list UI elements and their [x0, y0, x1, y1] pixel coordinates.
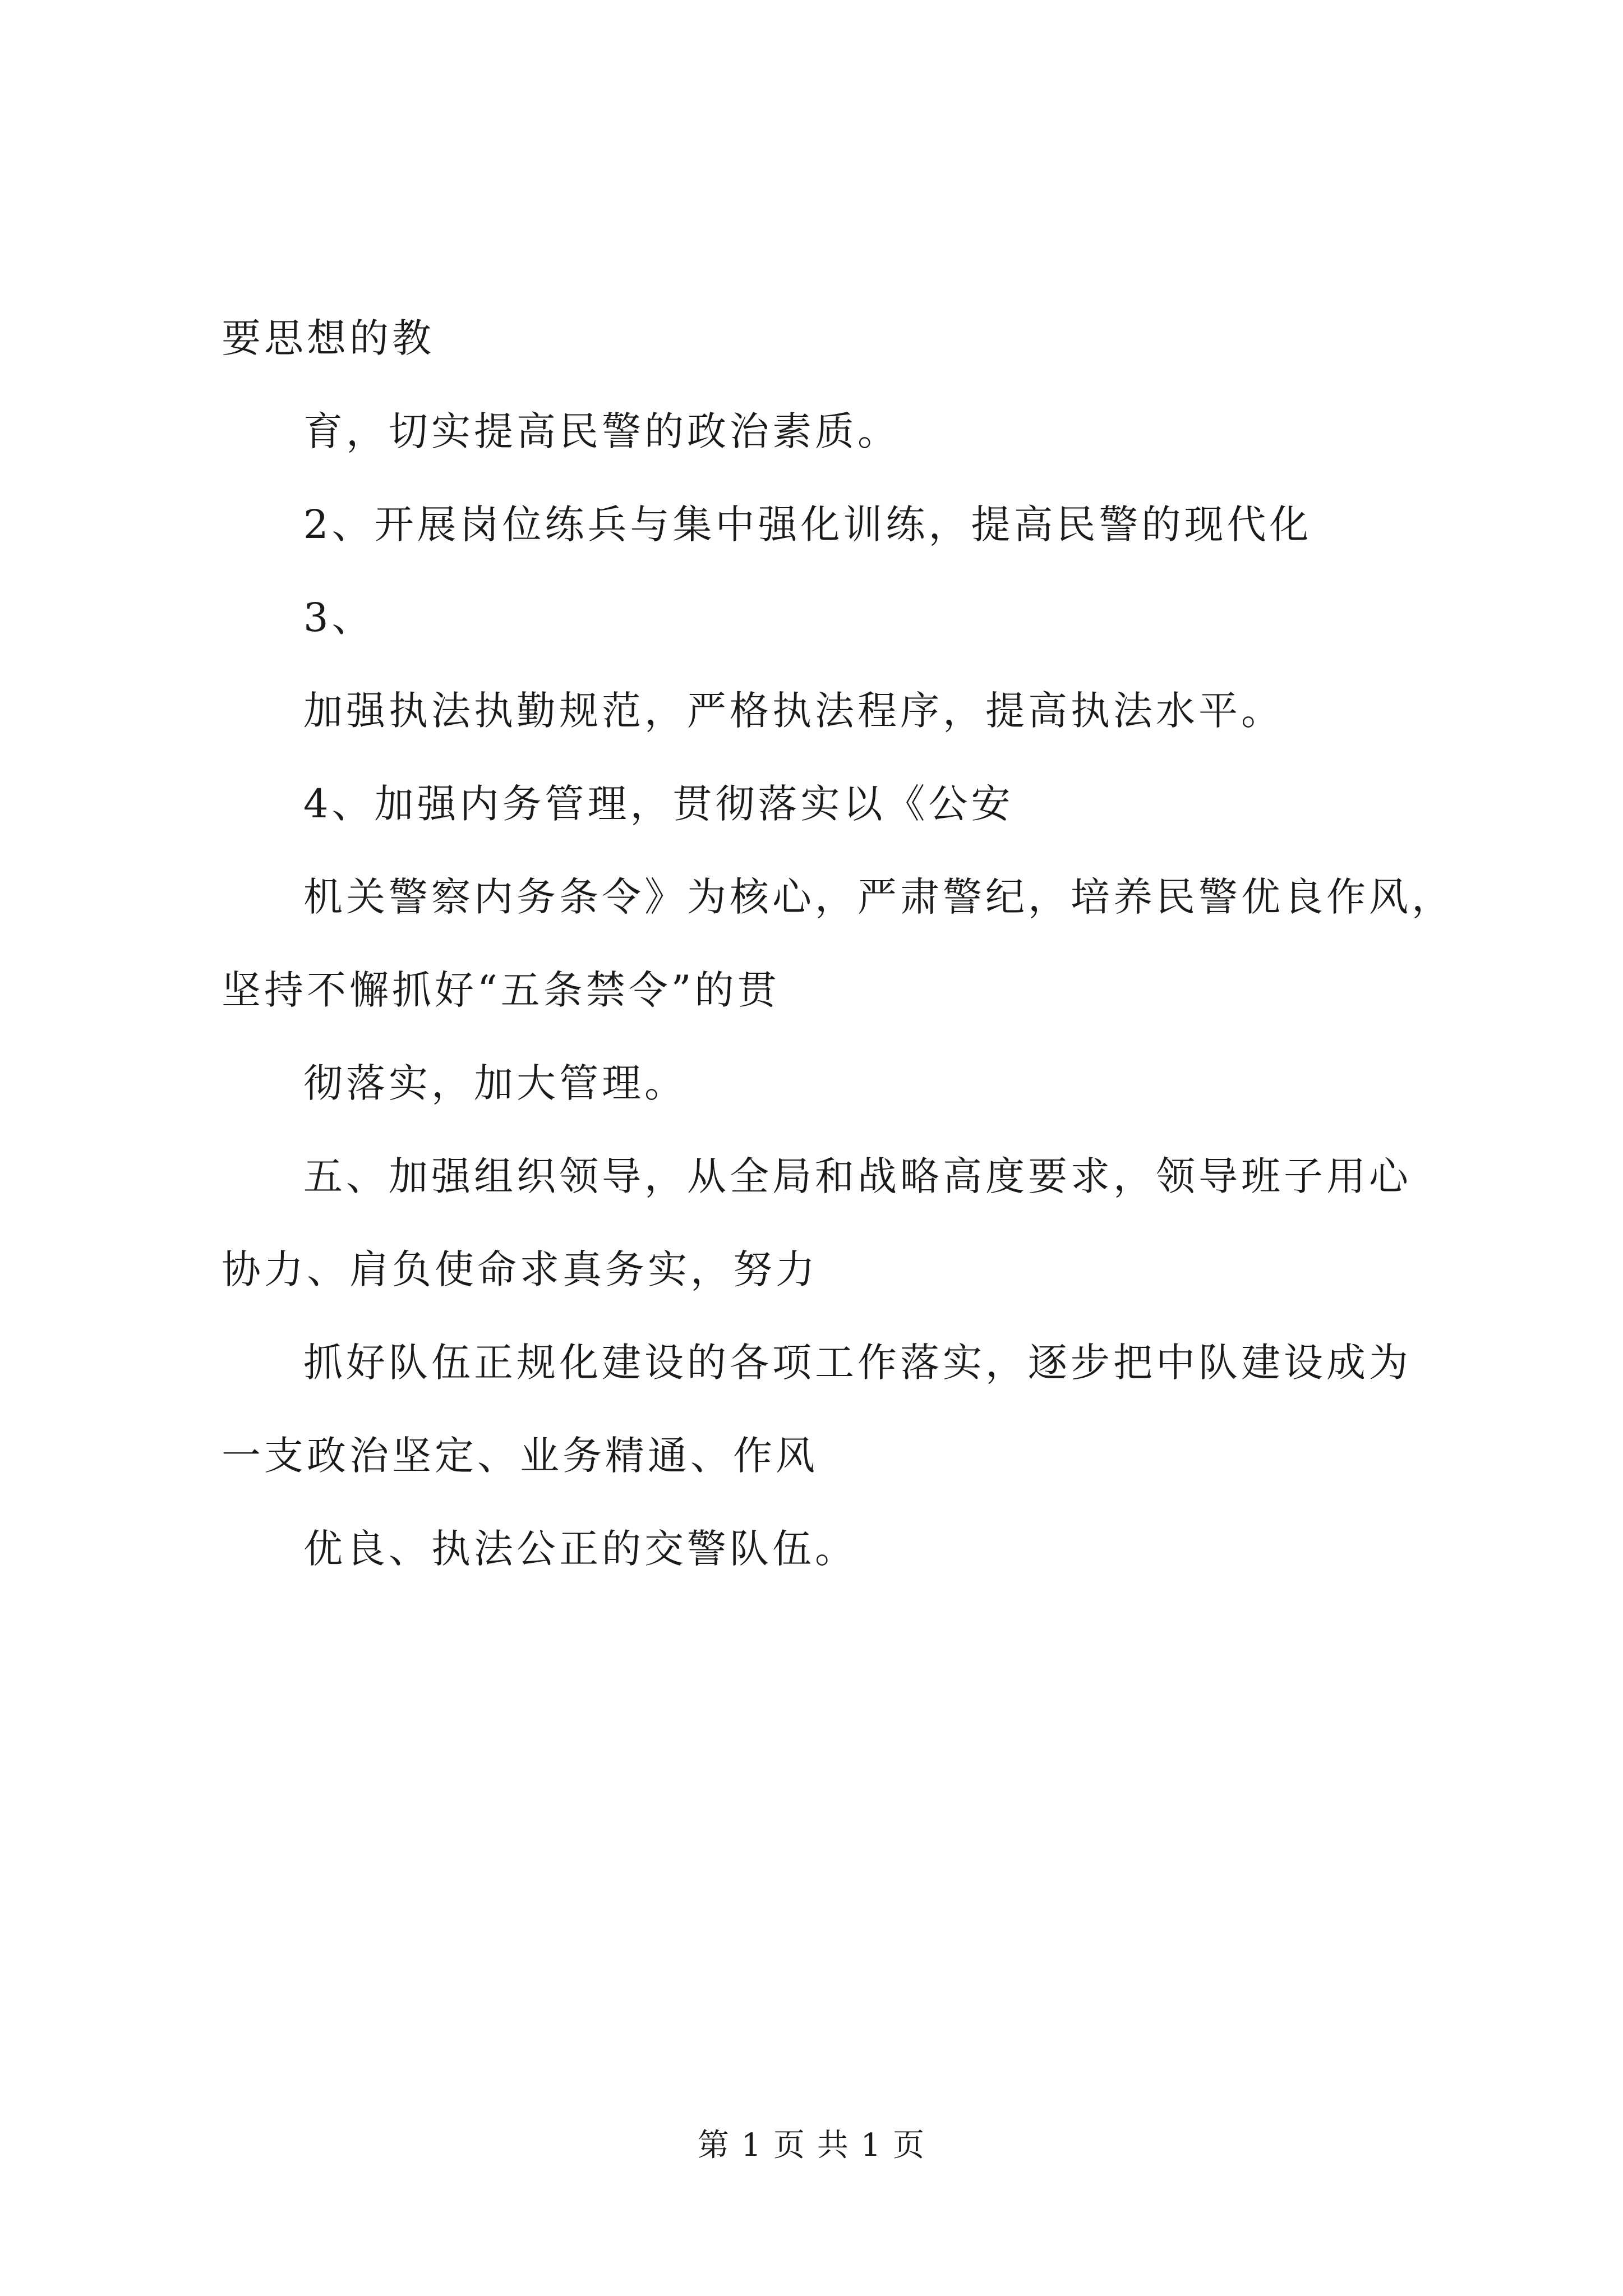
- document-body: [222, 292, 1454, 1595]
- text-line: 坚持不懈抓好“五条禁令”的贯: [222, 967, 780, 1013]
- text-line: 彻落实，加大管理。: [303, 1060, 687, 1106]
- text-line: 抓好队伍正规化建设的各项工作落实，逐步把中队建设成为: [303, 1340, 1412, 1386]
- page-number-footer: 第 1 页 共 1 页: [697, 2127, 926, 2164]
- text-line: 加强执法执勤规范，严格执法程序，提高执法水平。: [303, 688, 1284, 734]
- text-line: 4、加强内务管理，贯彻落实以《公安: [303, 781, 1014, 827]
- text-line: 五、加强组织领导，从全局和战略高度要求，领导班子用心: [303, 1153, 1412, 1199]
- text-line: 机关警察内务条令》为核心，严肃警纪，培养民警优良作风，: [303, 874, 1454, 920]
- text-line: 3、: [303, 595, 375, 641]
- text-line: 育，切实提高民警的政治素质。: [303, 408, 900, 454]
- text-line: 要思想的教: [222, 315, 435, 361]
- text-line: 2、开展岗位练兵与集中强化训练，提高民警的现代化: [303, 501, 1312, 547]
- text-line: 一支政治坚定、业务精通、作风: [222, 1433, 818, 1479]
- text-line: 优良、执法公正的交警队伍。: [303, 1526, 857, 1572]
- text-line: 协力、肩负使命求真务实，努力: [222, 1246, 818, 1292]
